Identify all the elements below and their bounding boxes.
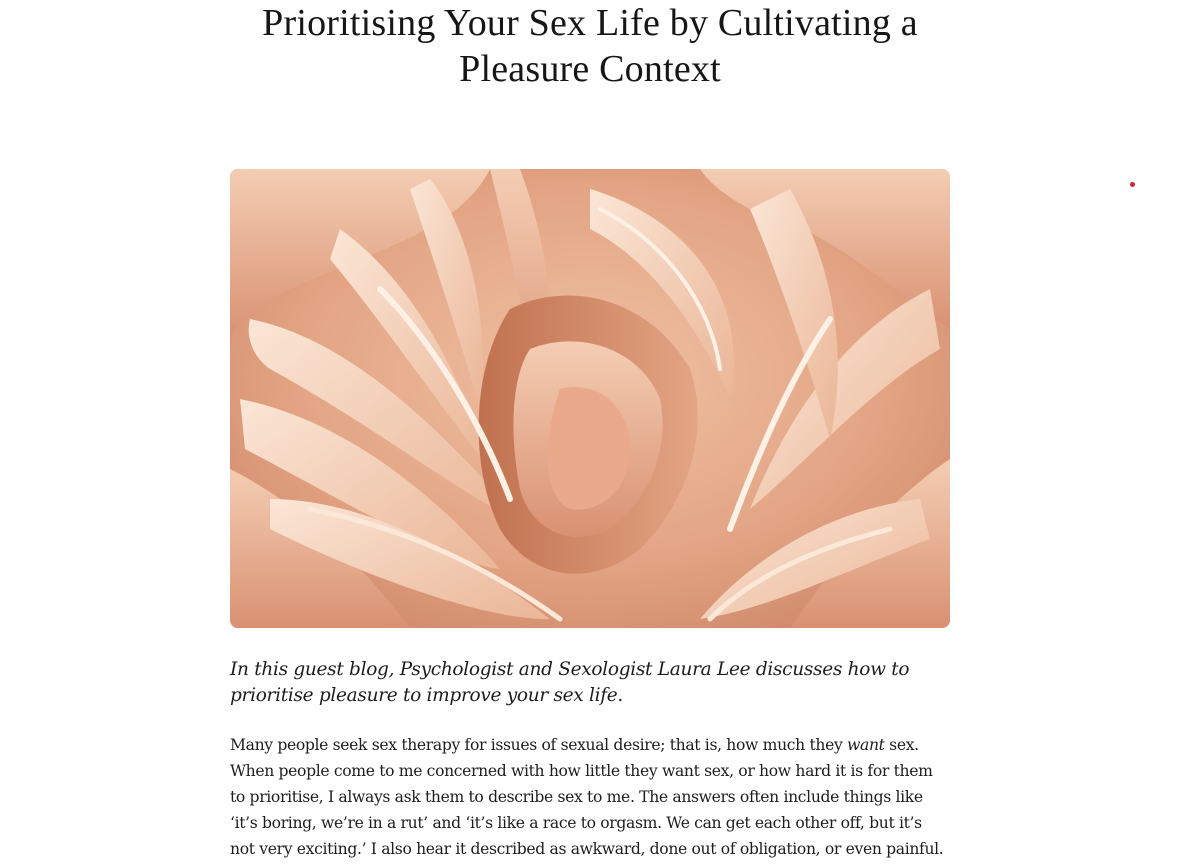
article-lede: In this guest blog, Psychologist and Sexologist Laura Lee discusses how to prioritise pleasure to improve your sex life. xyxy=(230,659,910,706)
paragraph-text-end: sex. When people come to me concerned with how little they want sex, or how hard it is for them to prioritise, I always ask them to describe sex to me. The answers often include things like ‘it’s boring, we’re in a rut’ and ‘it’s like a race to orgasm. We can get each other off, but it’s not very exciting.’ I also hear it described as awkward, done out of obligation, or even painful. xyxy=(230,736,944,858)
page-title: Prioritising Your Sex Life by Cultivating a Pleasure Context xyxy=(262,2,918,90)
hero-image xyxy=(230,169,950,628)
paragraph-text-start: Many people seek sex therapy for issues of sexual desire; that is, how much they xyxy=(230,736,848,754)
paragraph-emphasis: want xyxy=(847,736,885,754)
red-dot-indicator xyxy=(1130,182,1135,187)
rose-illustration xyxy=(230,169,950,628)
article-paragraph xyxy=(230,732,950,862)
